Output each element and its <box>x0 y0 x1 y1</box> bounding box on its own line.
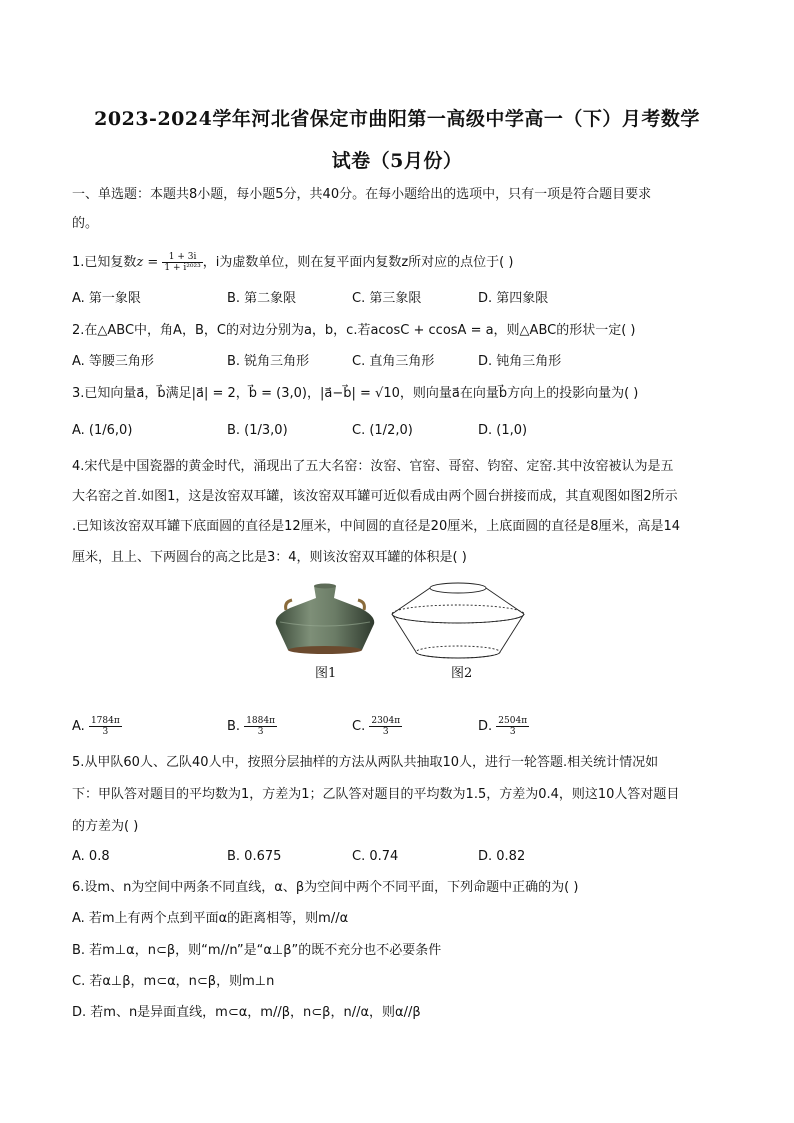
section-header-line1: 一、单选题：本题共8小题，每小题5分，共40分。在每小题给出的选项中，只有一项是符合题目要求 <box>72 187 652 202</box>
q4-option-c-num: 2304π <box>371 716 401 726</box>
q5-option-c: C. 0.74 <box>352 849 399 864</box>
q5-option-d: D. 0.82 <box>478 849 526 864</box>
q4-option-a-label: A. <box>72 719 85 734</box>
q4-line3: .已知该汝窑双耳罐下底面圆的直径是12厘米，中间圆的直径是20厘米，上底面圆的直径是8厘米，高是14 <box>72 519 681 534</box>
q3-option-d: D. (1,0) <box>478 423 528 438</box>
question-3: 3.已知向量a⃗，b⃗满足|a⃗| = 2，b⃗ = (3,0)，|a⃗−b⃗| = √10，则向量a⃗在向量b⃗方向上的投影向量为( ) <box>72 386 639 401</box>
q1-option-d: D. 第四象限 <box>478 291 549 306</box>
q5-line2: 下：甲队答对题目的平均数为1，方差为1；乙队答对题目的平均数为1.5，方差为0.4，则这10人答对题目 <box>72 787 680 802</box>
q2-option-a: A. 等腰三角形 <box>72 354 154 369</box>
q4-option-d <box>478 716 529 737</box>
q4-option-d-label: D. <box>478 719 493 734</box>
question-2: 2.在△ABC中，角A，B，C的对边分别为a，b，c.若acosC + ccosA = a，则△ABC的形状一定( ) <box>72 323 636 338</box>
q4-line4: 厘米，且上、下两圆台的高之比是3：4，则该汝窑双耳罐的体积是( ) <box>72 550 467 565</box>
q2-option-c: C. 直角三角形 <box>352 354 435 369</box>
q6-option-c: C. 若α⊥β，m⊂α，n⊂β，则m⊥n <box>72 974 275 989</box>
q1-option-a: A. 第一象限 <box>72 291 141 306</box>
exam-title-line1: 2023-2024学年河北省保定市曲阳第一高级中学高一（下）月考数学 <box>94 108 700 130</box>
q6-option-a: A. 若m上有两个点到平面α的距离相等，则m//α <box>72 911 349 926</box>
exam-title-line2: 试卷（5月份） <box>331 150 463 172</box>
question-1 <box>72 252 513 273</box>
figure1-caption: 图1 <box>315 666 337 681</box>
q1-option-c: C. 第三象限 <box>352 291 422 306</box>
q1-option-b: B. 第二象限 <box>227 291 297 306</box>
q3-option-c: C. (1/2,0) <box>352 423 413 438</box>
q1-fraction <box>162 252 202 273</box>
q3-option-a: A. (1/6,0) <box>72 423 133 438</box>
q4-option-d-den: 3 <box>509 727 516 737</box>
q4-option-a <box>72 716 122 737</box>
q3-option-b: B. (1/3,0) <box>227 423 288 438</box>
q4-option-c <box>352 716 402 737</box>
q4-option-c-den: 3 <box>382 727 389 737</box>
q1-frac-num: 1 + 3i <box>162 252 202 263</box>
frustum-diagram-figure <box>388 580 528 662</box>
q4-option-b-num: 1884π <box>246 716 276 726</box>
q4-line2: 大名窑之首.如图1，这是汝窑双耳罐，该汝窑双耳罐可近似看成由两个圆台拼接而成，其直观图如图2所示 <box>72 489 678 504</box>
q4-option-a-den: 3 <box>102 727 109 737</box>
q5-line3: 的方差为( ) <box>72 819 139 834</box>
q4-option-a-num: 1784π <box>90 716 120 726</box>
q5-option-b: B. 0.675 <box>227 849 282 864</box>
q4-option-b-label: B. <box>227 719 241 734</box>
q4-option-c-label: C. <box>352 719 366 734</box>
section-header-line2: 的。 <box>72 216 99 231</box>
q1-pre: 1.已知复数 <box>72 255 137 270</box>
q4-line1: 4.宋代是中国瓷器的黄金时代，涌现出了五大名窑：汝窑、官窑、哥窑、钧窑、定窑.其中汝窑被认为是五 <box>72 459 674 474</box>
figure2-caption: 图2 <box>451 666 473 681</box>
q6-option-d: D. 若m、n是异面直线，m⊂α，m//β，n⊂β，n//α，则α//β <box>72 1005 421 1020</box>
q1-z: z = <box>136 255 159 270</box>
question-6: 6.设m、n为空间中两条不同直线，α、β为空间中两个不同平面，下列命题中正确的为( ) <box>72 880 579 895</box>
q2-option-d: D. 钝角三角形 <box>478 354 562 369</box>
q1-post: ，i为虚数单位，则在复平面内复数z所对应的点位于( ) <box>202 255 514 270</box>
q4-option-d-num: 2504π <box>498 716 528 726</box>
q1-frac-den: 1 + i²⁰²³ <box>164 263 201 273</box>
q2-option-b: B. 锐角三角形 <box>227 354 310 369</box>
q4-option-b-den: 3 <box>257 727 264 737</box>
jar-photo-figure <box>270 580 380 660</box>
q4-option-b <box>227 716 277 737</box>
q5-line1: 5.从甲队60人、乙队40人中，按照分层抽样的方法从两队共抽取10人，进行一轮答题.相关统计情况如 <box>72 755 659 770</box>
q5-option-a: A. 0.8 <box>72 849 110 864</box>
q6-option-b: B. 若m⊥α，n⊂β，则“m//n”是“α⊥β”的既不充分也不必要条件 <box>72 943 442 958</box>
